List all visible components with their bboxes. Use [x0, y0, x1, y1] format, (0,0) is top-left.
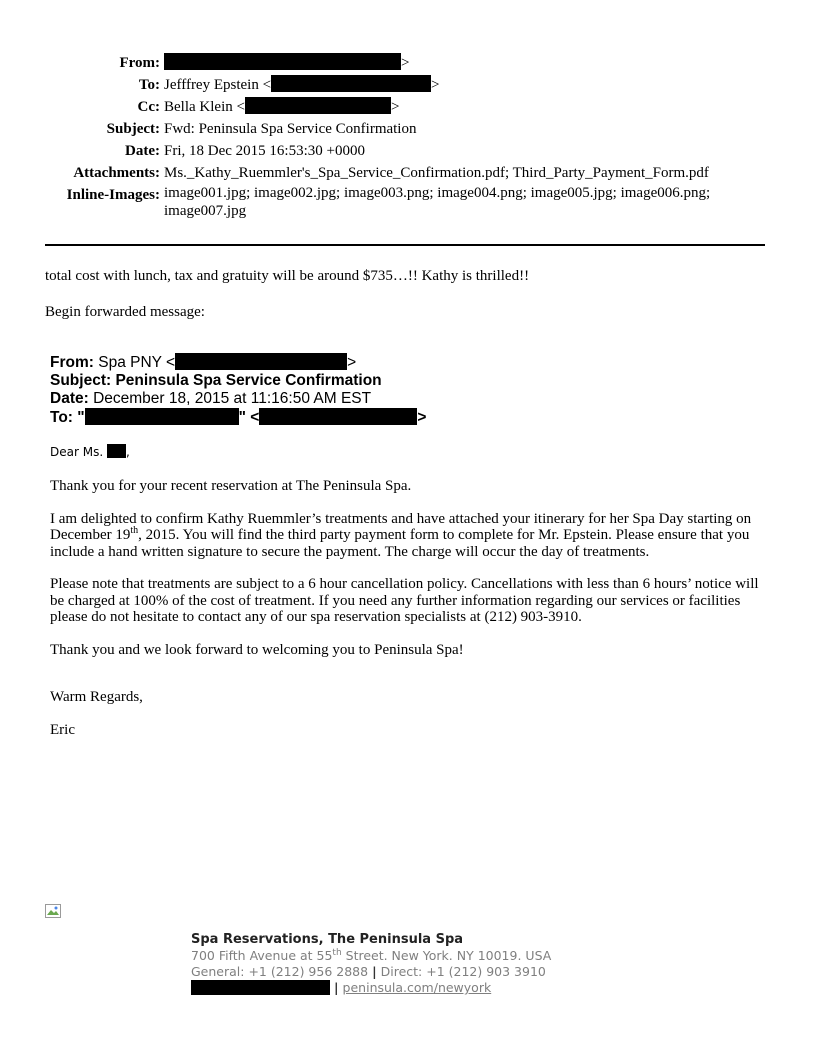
greeting-suffix: ,: [125, 445, 130, 459]
subject-value: Fwd: Peninsula Spa Service Confirmation: [164, 121, 417, 137]
redaction-bar: [107, 444, 126, 458]
fwd-subject-label: Subject:: [50, 372, 112, 389]
signer-name: Eric: [50, 721, 75, 738]
cc-value: [160, 96, 816, 118]
broken-image-icon: [45, 904, 61, 918]
general-phone: General: +1 (212) 956 2888: [191, 964, 369, 979]
address-b: Street. New York. NY 10019. USA: [341, 948, 552, 963]
inline-images-label: Inline-Images:: [66, 187, 160, 203]
fwd-from-suffix: >: [347, 354, 357, 371]
message-body: [50, 478, 770, 754]
address-superscript: th: [332, 947, 342, 958]
fwd-subject-row: [50, 372, 426, 390]
inline-images-line-2: image007.jpg: [164, 203, 247, 219]
p2-text-a: I am delighted to confirm Kathy Ruemmler’s treatments and have attached your itinerary for her Spa Day starting on December 19: [50, 510, 752, 543]
signature-links: [191, 980, 551, 996]
to-label: To:: [138, 77, 160, 93]
date-value: Fri, 18 Dec 2015 16:53:30 +0000: [164, 143, 365, 159]
attachments-row: [0, 162, 816, 184]
attachments-value[interactable]: Ms._Kathy_Ruemmler's_Spa_Service_Confirmation.pdf; Third_Party_Payment_Form.pdf: [164, 165, 709, 181]
message-paragraph-4: Thank you and we look forward to welcoming you to Peninsula Spa!: [50, 641, 464, 658]
redaction-bar: [164, 53, 401, 70]
attachments-label: Attachments:: [73, 165, 160, 181]
website-link[interactable]: peninsula.com/newyork: [342, 980, 492, 995]
fwd-from-label: From:: [50, 354, 94, 371]
inline-images-value: [160, 184, 816, 220]
fwd-date-value: December 18, 2015 at 11:16:50 AM EST: [93, 390, 372, 407]
redaction-bar: [245, 97, 391, 114]
fwd-to-label: To:: [50, 409, 73, 426]
redaction-bar: [85, 408, 239, 425]
address-a: 700 Fifth Avenue at 55: [191, 948, 333, 963]
redaction-bar: [191, 980, 330, 995]
p2-text-b: , 2015. You will find the third party payment form to complete for Mr. Epstein. Please ensure that you include a hand written signature to secure the payment. The charge will occur the day of treatments.: [50, 527, 750, 560]
begin-forwarded-label: Begin forwarded message:: [45, 304, 205, 320]
from-value: [160, 52, 816, 74]
message-paragraph-1: Thank you for your recent reservation at The Peninsula Spa.: [50, 478, 412, 494]
subject-label: Subject:: [106, 121, 160, 137]
inline-images-line-1: image001.jpg; image002.jpg; image003.png; image004.png; image005.jpg; image006.png;: [164, 185, 711, 201]
fwd-date-label: Date:: [50, 390, 89, 407]
fwd-subject-value: Peninsula Spa Service Confirmation: [115, 372, 382, 389]
separator: |: [372, 964, 377, 979]
signature-block: [191, 932, 551, 996]
fwd-from-row: [50, 353, 426, 372]
fwd-date-row: [50, 390, 426, 408]
message-paragraph-3: Please note that treatments are subject to a 6 hour cancellation policy. Cancellations with less than 6 hours’ notice will be charged at 100% of the cost of treatment. If you need any further information regarding our services or facilities please do not hesitate to contact any of our spa reservation specialists at (212) 903-3910.: [50, 576, 759, 625]
message-paragraph-2: [50, 511, 770, 561]
redaction-bar: [271, 75, 431, 92]
fwd-to-open: ": [77, 409, 85, 426]
direct-phone: Direct: +1 (212) 903 3910: [380, 964, 546, 979]
closing: Warm Regards,: [50, 689, 143, 705]
to-row: [0, 74, 816, 96]
fwd-to-mid: " <: [238, 409, 260, 426]
p2-superscript: th: [130, 525, 139, 536]
fwd-to-suffix: >: [417, 409, 427, 426]
greeting-prefix: Dear Ms.: [50, 445, 104, 459]
redaction-bar: [175, 353, 347, 370]
email-header: [0, 52, 816, 220]
to-name: Jefffrey Epstein <: [164, 77, 272, 93]
cc-name: Bella Klein <: [164, 99, 245, 115]
from-label: From:: [119, 55, 160, 71]
intro-line: total cost with lunch, tax and gratuity will be around $735…!! Kathy is thrilled!!: [45, 268, 530, 284]
date-label: Date:: [125, 143, 160, 159]
signature-phones: [191, 964, 551, 980]
subject-row: [0, 118, 816, 140]
cc-row: [0, 96, 816, 118]
from-suffix: >: [401, 55, 410, 71]
cc-suffix: >: [390, 99, 400, 115]
signature-name: Spa Reservations, The Peninsula Spa: [191, 932, 464, 947]
cc-label: Cc:: [137, 99, 160, 115]
inline-images-row: [0, 184, 816, 220]
fwd-to-row: [50, 408, 426, 427]
fwd-from-value: Spa PNY <: [98, 354, 176, 371]
date-row: [0, 140, 816, 162]
redaction-bar: [259, 408, 417, 425]
from-row: [0, 52, 816, 74]
to-suffix: >: [431, 77, 440, 93]
signature-address: [191, 948, 551, 964]
forwarded-header: [50, 353, 426, 427]
greeting: [50, 444, 130, 459]
to-value: [160, 74, 816, 96]
header-divider: [45, 244, 765, 246]
separator: |: [333, 980, 339, 995]
forward-intro: [45, 266, 775, 338]
